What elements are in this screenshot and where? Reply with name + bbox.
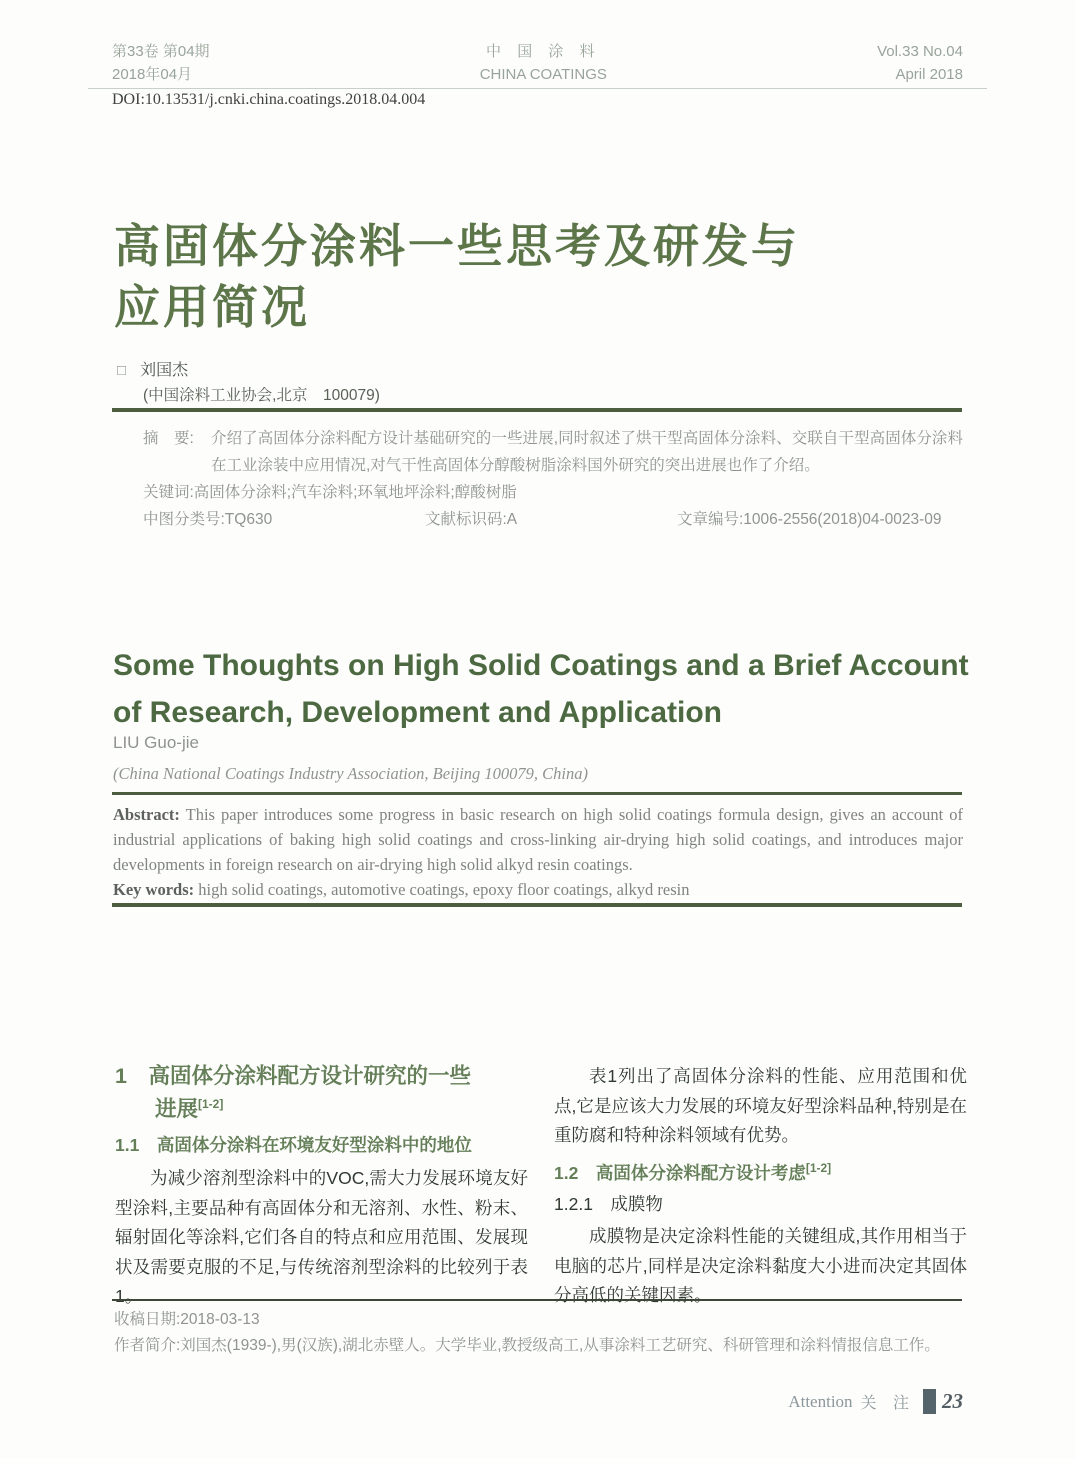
footer-section-en: Attention (788, 1391, 853, 1411)
abstract-cn-block (143, 425, 963, 533)
abstract-cn-text: 介绍了高固体分涂料配方设计基础研究的一些进展,同时叙述了烘干型高固体分涂料、交联自干型高固体分涂料在工业涂装中应用情况,对气干性高固体分醇酸树脂涂料国外研究的突出进展也作了介绍。 (211, 430, 963, 474)
body-columns (115, 1062, 967, 1312)
left-column (115, 1062, 528, 1312)
abstract-en-block (113, 802, 963, 902)
doi-text: DOI:10.13531/j.cnki.china.coatings.2018.04.004 (112, 91, 426, 108)
author-name-cn: 刘国杰 (140, 362, 189, 379)
affiliation-en: (China National Coatings Industry Association, Beijing 100079, China) (113, 764, 588, 783)
header-right (877, 40, 963, 86)
header-center (480, 40, 607, 86)
author-name-en: LIU Guo-jie (113, 733, 199, 752)
abstract-en-label: Abstract: (113, 805, 180, 824)
article-title-cn-line1: 高固体分涂料一些思考及研发与 (114, 220, 800, 272)
article-title-en (113, 642, 975, 736)
section-1-heading (115, 1062, 528, 1123)
section-1-2-1-paragraph: 成膜物是决定涂料性能的关键组成,其作用相当于电脑的芯片,同样是决定涂料黏度大小进而决定其固体分高低的关键因素。 (554, 1226, 967, 1306)
section-1-citation: [1-2] (198, 1097, 224, 1111)
section-1-2-1-heading: 1.2.1 成膜物 (554, 1194, 663, 1215)
abstract-en-paragraph (113, 802, 963, 877)
keywords-en-text: high solid coatings, automotive coatings, epoxy floor coatings, alkyd resin (194, 880, 690, 899)
date-en: April 2018 (895, 66, 963, 83)
section-1-2-citation: [1-2] (805, 1160, 832, 1175)
section-1-heading-line1: 1 高固体分涂料配方设计研究的一些 (115, 1064, 471, 1088)
keywords-en-label: Key words: (113, 880, 195, 899)
abstract-cn-label: 摘 要: (143, 430, 194, 447)
volume-issue-cn: 第33卷 第04期 (112, 43, 210, 60)
page-number: 23 (942, 1389, 963, 1413)
section-1-1-heading: 1.1 高固体分涂料在环境友好型涂料中的地位 (115, 1135, 472, 1156)
article-title-en-line2: of Research, Development and Application (113, 696, 723, 729)
author-bio: 作者简介:刘国杰(1939-),男(汉族),湖北赤壁人。大学毕业,教授级高工,从事涂料工艺研究、科研管理和涂料情报信息工作。 (114, 1337, 940, 1354)
affiliation-cn: (中国涂料工业协会,北京 100079) (143, 387, 380, 404)
table1-intro-paragraph: 表1列出了高固体分涂料的性能、应用范围和优点,它是应该大力发展的环境友好型涂料品种,特别是在重防腐和特种涂料领域有优势。 (554, 1066, 967, 1145)
header-divider-line (88, 88, 987, 89)
abstract-en-text: This paper introduces some progress in basic research on high solid coatings formula design, gives an account of industrial applications of baking high solid coatings and cross-linking air-drying high solid coatings, and introduces major developments in foreign research on air-drying high solid alkyd resin coatings. (113, 805, 963, 874)
section-1-2-heading (554, 1155, 967, 1186)
page-footer (788, 1389, 963, 1414)
keywords-cn: 关键词:高固体分涂料;汽车涂料;环氧地坪涂料;醇酸树脂 (143, 484, 517, 501)
author-row (117, 357, 188, 380)
volume-issue-en: Vol.33 No.04 (877, 43, 963, 60)
page-number-bar (923, 1389, 936, 1414)
document-code: 文献标识码:A (425, 511, 518, 528)
article-title-cn-line2: 应用简况 (114, 281, 310, 333)
article-title-cn (114, 216, 800, 338)
section-1-2-heading-text: 1.2 高固体分涂料配方设计考虑 (554, 1162, 806, 1183)
section-1-heading-line2: 进展 (155, 1097, 199, 1122)
green-rule-abstract-top (112, 792, 962, 795)
footnote-block (114, 1307, 963, 1359)
abstract-cn-row (143, 425, 963, 479)
green-rule-abstract-bottom (112, 903, 962, 907)
green-rule-top (112, 408, 962, 412)
article-id: 文章编号:1006-2556(2018)04-0023-09 (677, 511, 942, 528)
right-column (554, 1062, 967, 1312)
header-left (112, 40, 210, 86)
journal-title-en: CHINA COATINGS (479, 66, 607, 83)
received-date: 收稿日期:2018-03-13 (114, 1311, 260, 1328)
keywords-en-line (113, 877, 963, 902)
classification-row (143, 506, 963, 533)
author-square-icon: □ (117, 362, 127, 379)
footnote-divider-line (112, 1299, 962, 1301)
date-cn: 2018年04月 (112, 66, 193, 83)
clc-number: 中图分类号:TQ630 (143, 511, 273, 528)
footer-section-cn: 关 注 (860, 1395, 915, 1412)
journal-title-cn: 中 国 涂 料 (486, 43, 601, 60)
section-1-1-paragraph: 为减少溶剂型涂料中的VOC,需大力发展环境友好型涂料,主要品种有高固体分和无溶剂、水性、粉末、辐射固化等涂料,它们各自的特点和应用范围、发展现状及需要克服的不足,与传统溶剂型涂料的比较列于表1。 (115, 1168, 528, 1307)
journal-header (112, 40, 963, 86)
article-title-en-line1: Some Thoughts on High Solid Coatings and a Brief Account (113, 649, 969, 682)
